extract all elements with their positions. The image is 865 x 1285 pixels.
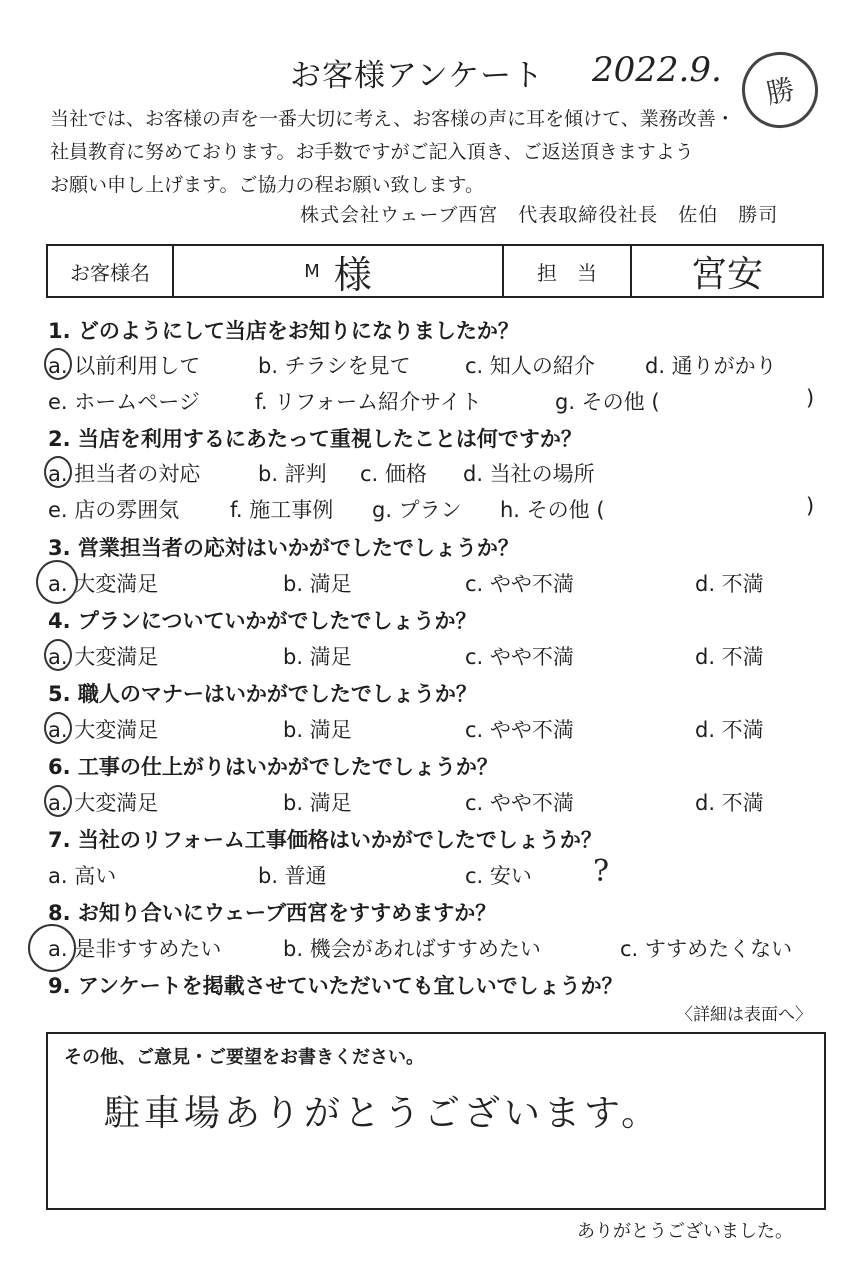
q2-option-h-close: ) <box>806 494 815 518</box>
q5-option-c[interactable]: c. やや不満 <box>465 718 574 742</box>
customer-name-value: M <box>304 260 320 282</box>
q2-option-g[interactable]: g. プラン <box>372 498 462 522</box>
q2-option-c[interactable]: c. 価格 <box>360 462 427 486</box>
customer-name-label: お客様名 <box>48 246 174 296</box>
detail-note: 〈詳細は表面へ〉 <box>676 1005 812 1025</box>
answer-circle-q2 <box>44 456 72 488</box>
honorific: 様 <box>333 252 372 297</box>
q2-option-a[interactable]: a. 担当者の対応 <box>48 462 201 486</box>
intro-line-1: 当社では、お客様の声を一番大切に考え、お客様の声に耳を傾けて、業務改善・ <box>50 108 735 130</box>
handwritten-date: 2022.9. <box>592 50 722 90</box>
question-9: 9. アンケートを掲載させていただいても宜しいでしょうか？ <box>48 974 623 998</box>
q1-option-d[interactable]: d. 通りがかり <box>645 354 777 378</box>
q1-option-g-close: ) <box>806 386 815 410</box>
question-5: 5. 職人のマナーはいかがでしたでしょうか？ <box>48 682 477 706</box>
answer-circle-q6 <box>44 785 72 817</box>
q7-option-a[interactable]: a. 高い <box>48 864 117 888</box>
q4-option-d[interactable]: d. 不満 <box>695 645 764 669</box>
intro-line-2: 社員教育に努めております。お手数ですがご記入頂き、ご返送頂きますよう <box>50 141 694 163</box>
q2-option-f[interactable]: f. 施工事例 <box>230 498 334 522</box>
q1-option-c[interactable]: c. 知人の紹介 <box>465 354 595 378</box>
q5-option-a[interactable]: a. 大変満足 <box>48 718 159 742</box>
q8-option-c[interactable]: c. すすめたくない <box>620 937 793 961</box>
answer-circle-q1 <box>44 348 72 380</box>
q2-option-e[interactable]: e. 店の雰囲気 <box>48 498 180 522</box>
comment-text: 駐車場ありがとうございます。 <box>104 1093 662 1134</box>
q5-option-d[interactable]: d. 不満 <box>695 718 764 742</box>
q4-option-c[interactable]: c. やや不満 <box>465 645 574 669</box>
q5-option-b[interactable]: b. 満足 <box>283 718 352 742</box>
question-6: 6. 工事の仕上がりはいかがでしたでしょうか？ <box>48 755 498 779</box>
q6-option-c[interactable]: c. やや不満 <box>465 791 574 815</box>
q7-handwritten-question-mark: ? <box>593 854 610 889</box>
q1-option-g[interactable]: g. その他 ( <box>555 390 660 414</box>
q7-option-c[interactable]: c. 安い <box>465 864 532 888</box>
thanks-text: ありがとうございました。 <box>577 1221 793 1242</box>
question-2: 2. 当店を利用するにあたって重視したことは何ですか？ <box>48 427 582 451</box>
customer-name-cell[interactable] <box>174 246 504 296</box>
question-4: 4. プランについていかがでしたでしょうか？ <box>48 609 477 633</box>
page-title: お客様アンケート <box>290 58 545 94</box>
approval-stamp: 勝 <box>735 45 825 135</box>
answer-circle-q3 <box>36 560 78 604</box>
q1-option-f[interactable]: f. リフォーム紹介サイト <box>255 390 482 414</box>
question-3: 3. 営業担当者の応対はいかがでしたでしょうか？ <box>48 536 519 560</box>
company-signature: 株式会社ウェーブ西宮 代表取締役社長 佐伯 勝司 <box>300 204 779 226</box>
answer-circle-q8 <box>28 924 76 972</box>
question-1: 1. どのようにして当店をお知りになりましたか？ <box>48 319 519 343</box>
q6-option-a[interactable]: a. 大変満足 <box>48 791 159 815</box>
q3-option-c[interactable]: c. やや不満 <box>465 572 574 596</box>
q2-option-h[interactable]: h. その他 ( <box>500 498 605 522</box>
staff-label: 担 当 <box>504 246 632 296</box>
q3-option-d[interactable]: d. 不満 <box>695 572 764 596</box>
comment-label: その他、ご意見・ご要望をお書きください。 <box>64 1047 424 1068</box>
q2-option-b[interactable]: b. 評判 <box>258 462 327 486</box>
q6-option-d[interactable]: d. 不満 <box>695 791 764 815</box>
q1-option-b[interactable]: b. チラシを見て <box>258 354 411 378</box>
q2-option-d[interactable]: d. 当社の場所 <box>463 462 595 486</box>
q8-option-a[interactable]: a. 是非すすめたい <box>48 937 222 961</box>
question-7: 7. 当社のリフォーム工事価格はいかがでしたでしょうか？ <box>48 828 602 852</box>
q7-option-b[interactable]: b. 普通 <box>258 864 327 888</box>
q3-option-b[interactable]: b. 満足 <box>283 572 352 596</box>
q3-option-a[interactable]: a. 大変満足 <box>48 572 159 596</box>
question-8: 8. お知り合いにウェーブ西宮をすすめますか？ <box>48 901 497 925</box>
q4-option-a[interactable]: a. 大変満足 <box>48 645 159 669</box>
customer-header-table <box>46 244 824 298</box>
q1-option-a[interactable]: a. 以前利用して <box>48 354 201 378</box>
staff-value[interactable]: 宮安 <box>690 253 763 295</box>
q8-option-b[interactable]: b. 機会があればすすめたい <box>283 937 541 961</box>
intro-line-3: お願い申し上げます。ご協力の程お願い致します。 <box>50 174 484 196</box>
q4-option-b[interactable]: b. 満足 <box>283 645 352 669</box>
q1-option-e[interactable]: e. ホームページ <box>48 390 200 414</box>
q6-option-b[interactable]: b. 満足 <box>283 791 352 815</box>
answer-circle-q4 <box>44 639 72 671</box>
answer-circle-q5 <box>44 712 72 744</box>
